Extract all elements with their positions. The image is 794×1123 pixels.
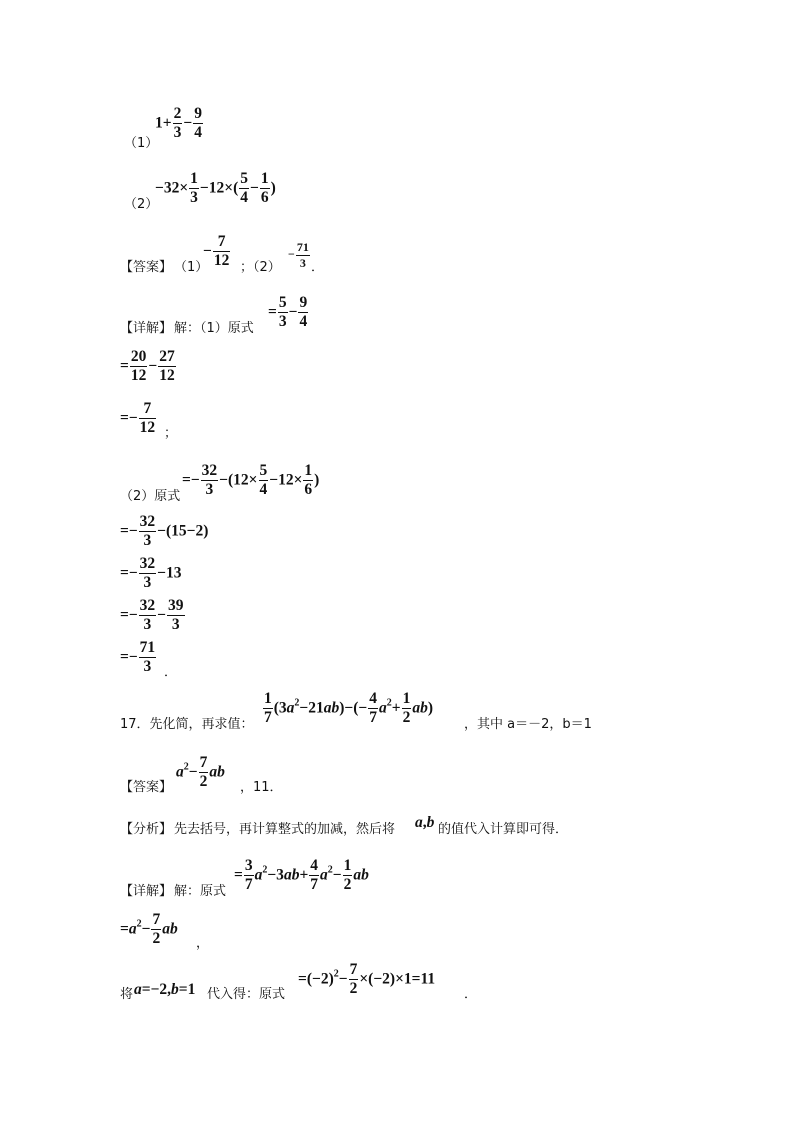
answer17-value: $a^2-$ $\frac{7}{2}$ ab — [176, 754, 225, 791]
q1-label: （1） — [124, 136, 159, 151]
answer-1-value: − $\frac{7}{12}$ — [203, 233, 230, 270]
substitution-mid: 代入得：原式 — [207, 987, 286, 1002]
analysis-text-b: 的值代入计算即可得． — [438, 822, 569, 837]
q17-condition: ，其中 a＝－2，b＝1 — [464, 717, 592, 732]
q2-label: （2） — [124, 197, 159, 212]
analysis-tag: 【分析】 — [120, 822, 173, 837]
answer-separator: ；（2） — [240, 260, 281, 275]
detail-tag: 【详解】 — [120, 321, 173, 336]
detail-2-step-3: =− $\frac{32}{3}$ −13 — [120, 555, 182, 592]
q17-expression: $\frac{1}{7}$ $(3a^2-21ab)-(-$ $\frac{4}{7}$ $a^2+$ $\frac{1}{2}$ ab) — [264, 690, 434, 727]
semicolon: ； — [164, 426, 178, 441]
q1-expression: 1+ $\frac{2}{3}$ − $\frac{9}{4}$ — [155, 105, 202, 142]
substitution-lead: 将 — [120, 987, 134, 1002]
detail-1-lead: 解：（1）原式 — [174, 321, 254, 336]
substitution-result: $=(-2)^2-$ $\frac{7}{2}$ ×(−2)×1=11 — [298, 961, 436, 998]
answer-period: ． — [311, 260, 325, 275]
comma: ， — [196, 936, 210, 951]
detail17-step-1: = $\frac{3}{7}$ $a^2-3ab+$ $\frac{4}{7}$ $a^2-$ $\frac{1}{2}$ ab — [234, 857, 369, 894]
detail-2-step-2: =− $\frac{32}{3}$ −(15−2) — [120, 513, 209, 550]
detail-1-step-2: = $\frac{20}{12}$ − $\frac{27}{12}$ — [120, 348, 175, 385]
substitution-values: a=−2,b=1 — [134, 981, 196, 998]
analysis-text-a: 先去括号，再计算整式的加减，然后将 — [174, 822, 396, 837]
end-period: ． — [464, 987, 478, 1002]
detail-2-period: ． — [164, 665, 178, 680]
detail-1-step-1: = $\frac{5}{3}$ − $\frac{9}{4}$ — [268, 294, 308, 331]
detail-2-lead: （2）原式 — [120, 489, 181, 504]
answer-1-label: （1） — [174, 260, 209, 275]
analysis-variables: a,b — [415, 814, 435, 831]
detail17-tag: 【详解】 — [120, 884, 173, 899]
q2-expression: −32× $\frac{1}{3}$ −12×( $\frac{5}{4}$ − $\frac{1}{6}$ ) — [155, 170, 276, 207]
detail17-step-2: $=a^2-$ $\frac{7}{2}$ ab — [120, 911, 178, 948]
answer17-tail: ，11． — [240, 780, 283, 795]
detail-2-step-4: =− $\frac{32}{3}$ − $\frac{39}{3}$ — [120, 597, 184, 634]
detail-1-step-3: =− $\frac{7}{12}$ — [120, 400, 156, 437]
detail-2-step-1: =− $\frac{32}{3}$ −(12× $\frac{5}{4}$ −12× $\frac{1}{6}$ ) — [182, 462, 320, 499]
q17-text: 17．先化简，再求值： — [120, 717, 254, 732]
answer17-tag: 【答案】 — [120, 780, 173, 795]
answer-2-value: − $\frac{71}{3}$ — [288, 240, 309, 270]
answer-tag: 【答案】 — [120, 260, 173, 275]
detail-2-step-5: =− $\frac{71}{3}$ — [120, 639, 156, 676]
detail17-lead: 解：原式 — [174, 884, 227, 899]
